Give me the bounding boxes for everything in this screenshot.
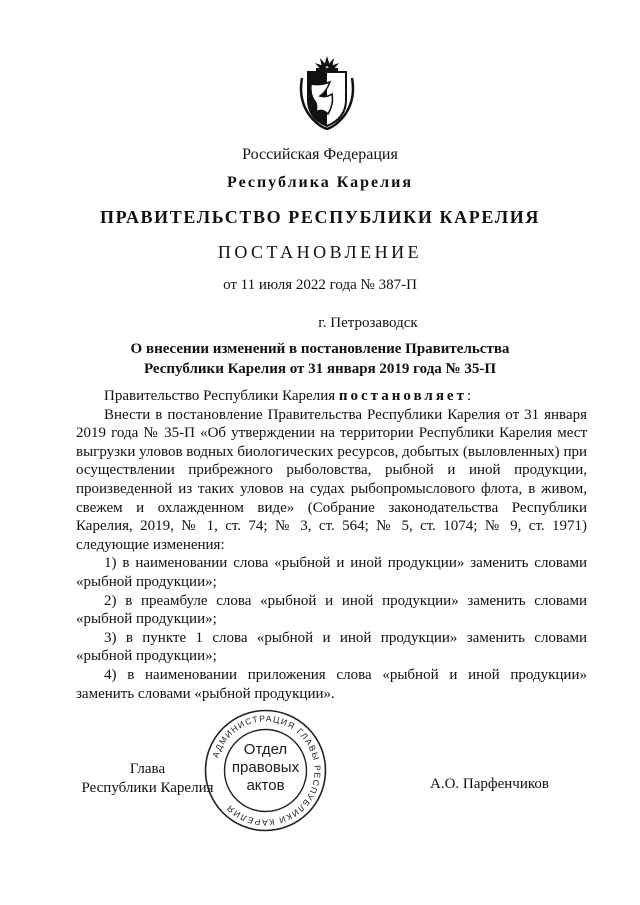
stamp-center-text bbox=[203, 741, 328, 795]
document-type: ПОСТАНОВЛЕНИЕ bbox=[217, 242, 423, 262]
intro-paragraph bbox=[76, 387, 587, 406]
city: г. Петрозаводск bbox=[318, 315, 418, 331]
change-item-1: 1) в наименовании слова «рыбной и иной продукции» заменить словами «рыбной продукции»; bbox=[76, 555, 587, 590]
position-line-1: Глава bbox=[129, 761, 166, 777]
main-paragraph: Внести в постановление Правительства Республики Карелия от 31 января 2019 года № 35-П «Об утверждении на территории Республики Карелия мест выгрузки уловов водных биологических ресурсов, добытых (выловленных) при осуществлении прибрежного рыболовства, рыбной и иной продукции, произведенной из таких уловов на судах рыбопромыслового флота, в живом, свежем и охлажденном виде» (Собрание законодательства Республики Карелия, 2019, № 1, ст. 74; № 3, ст. 564; № 5, ст. 1074; № 9, ст. 1971) следующие изменения: bbox=[76, 406, 587, 553]
intro-prefix: Правительство Республики Карелия bbox=[104, 388, 339, 404]
title-line-1: О внесении изменений в постановление Правительства bbox=[130, 341, 510, 357]
country-name: Российская Федерация bbox=[242, 146, 398, 163]
stamp-line-1: Отдел bbox=[243, 741, 288, 758]
stamp-line-3: актов bbox=[246, 777, 285, 794]
signatory-position bbox=[80, 760, 215, 798]
date-and-number: от 11 июля 2022 года № 387-П bbox=[223, 277, 417, 293]
republic-name: Республика Карелия bbox=[227, 174, 413, 191]
karelia-coat-of-arms-icon bbox=[296, 54, 358, 130]
government-name: ПРАВИТЕЛЬСТВО РЕСПУБЛИКИ КАРЕЛИЯ bbox=[100, 207, 540, 227]
change-item-3: 3) в пункте 1 слова «рыбной и иной продукции» заменить словами «рыбной продукции»; bbox=[76, 629, 587, 665]
change-item-4: 4) в наименовании приложения слова «рыбной и иной продукции» заменить словами «рыбной продукции». bbox=[76, 666, 587, 702]
intro-resolves: постановляет bbox=[338, 388, 467, 404]
stamp-ring-text: АДМИНИСТРАЦИЯ ГЛАВЫ РЕСПУБЛИКИ КАРЕЛИЯ bbox=[210, 713, 323, 828]
position-line-2: Республики Карелия bbox=[81, 780, 214, 796]
decree-title bbox=[0, 339, 640, 379]
decree-body bbox=[76, 387, 587, 703]
stamp-line-2: правовых bbox=[231, 759, 300, 776]
signatory-name: А.О. Парфенчиков bbox=[430, 776, 549, 792]
title-line-2: Республики Карелия от 31 января 2019 года № 35-П bbox=[143, 361, 497, 377]
intro-suffix: : bbox=[466, 388, 472, 404]
change-item-2: 2) в преамбуле слова «рыбной и иной продукции» заменить словами «рыбной продукции»; bbox=[76, 592, 587, 628]
